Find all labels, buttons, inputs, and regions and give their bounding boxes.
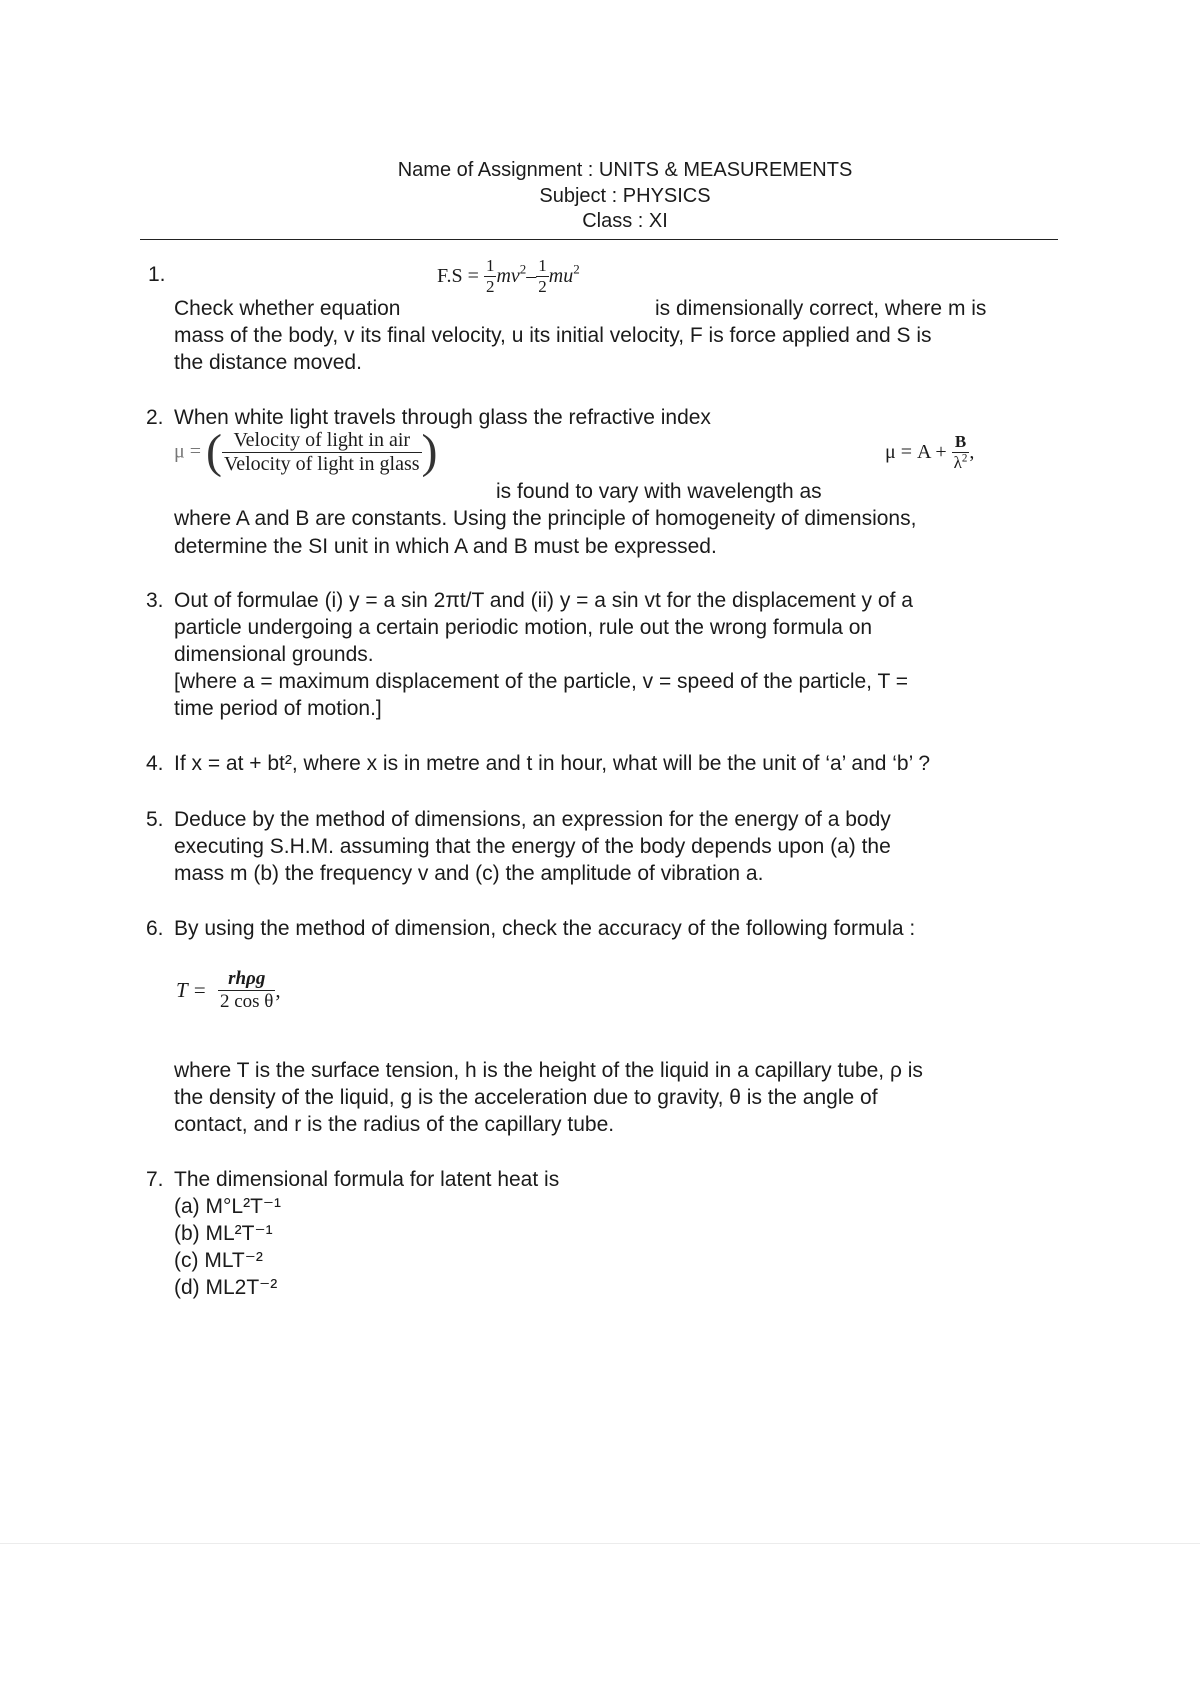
q2-mu-fraction — [222, 429, 422, 476]
q5-number: 5. — [146, 808, 164, 831]
q2-eq2-den — [952, 453, 970, 473]
q1-number: 1. — [148, 263, 166, 286]
q1-eq-frac2 — [536, 256, 549, 297]
q7-option-d: (d) ML2T⁻² — [174, 1276, 278, 1299]
q3-line1: Out of formulae (i) y = a sin 2πt/T and (ii) y = a sin vt for the displacement y of a — [174, 589, 913, 612]
q2-eq2-frac — [952, 432, 970, 473]
q6-line2: where T is the surface tension, h is the height of the liquid in a capillary tube, ρ is — [174, 1059, 923, 1082]
q3-line4: [where a = maximum displacement of the particle, v = speed of the particle, T = — [174, 670, 909, 693]
q1-eq-frac2-den: 2 — [538, 277, 547, 296]
q1-eq-term2: mu — [548, 265, 574, 287]
q1-eq-minus: – — [526, 265, 537, 287]
q2-frac-num: Velocity of light in air — [222, 429, 422, 453]
q7-option-a: (a) M°L²T⁻¹ — [174, 1195, 281, 1218]
q6-line4: contact, and r is the radius of the capillary tube. — [174, 1113, 615, 1136]
q1-text-c: mass of the body, v its final velocity, u its initial velocity, F is force applied and S is — [174, 324, 932, 347]
q6-eq-comma: , — [275, 978, 281, 1002]
q2-text-b: is found to vary with wavelength as — [496, 480, 822, 503]
assignment-name: Name of Assignment : UNITS & MEASUREMENTS — [397, 159, 853, 181]
q5-line3: mass m (b) the frequency v and (c) the amplitude of vibration a. — [174, 862, 764, 885]
q7-number: 7. — [146, 1168, 164, 1191]
q1-equation — [437, 256, 580, 297]
q6-line1: By using the method of dimension, check the accuracy of the following formula : — [174, 917, 916, 940]
q5-line2: executing S.H.M. assuming that the energy of the body depends upon (a) the — [174, 835, 891, 858]
q2-right-paren: ) — [421, 425, 438, 478]
q1-text-d: the distance moved. — [174, 351, 362, 374]
q2-number: 2. — [146, 406, 164, 429]
q3-line5: time period of motion.] — [174, 697, 382, 720]
q6-line3: the density of the liquid, g is the acceleration due to gravity, θ is the angle of — [174, 1086, 878, 1109]
q6-eq-num: rhρg — [218, 968, 275, 991]
q1-eq-frac1-den: 2 — [485, 277, 495, 296]
q2-eq2-num: B — [952, 432, 970, 453]
q7-option-b: (b) ML²T⁻¹ — [174, 1222, 273, 1245]
q3-line2: particle undergoing a certain periodic motion, rule out the wrong formula on — [174, 616, 873, 639]
q2-eq2-exp: 2 — [961, 452, 968, 465]
q1-text-b: is dimensionally correct, where m is — [655, 297, 987, 320]
q6-eq-lhs: T = — [176, 978, 207, 1002]
q1-eq-sq2: 2 — [573, 261, 580, 277]
q2-mu-lhs: μ = — [174, 440, 202, 463]
class-line: Class : XI — [582, 210, 668, 232]
q2-text-d: determine the SI unit in which A and B must be expressed. — [174, 535, 717, 558]
q1-eq-frac1 — [484, 256, 497, 297]
q3-number: 3. — [146, 589, 164, 612]
q2-wavelength-equation — [885, 432, 974, 473]
q3-line3: dimensional grounds. — [174, 643, 374, 666]
q2-eq2-lambda: λ — [953, 453, 962, 472]
q2-text-c: where A and B are constants. Using the principle of homogeneity of dimensions, — [174, 507, 917, 530]
q2-eq2-lhs: μ = A + — [885, 441, 947, 463]
header-divider — [140, 239, 1058, 240]
q1-text-a: Check whether equation — [174, 297, 401, 320]
q7-line1: The dimensional formula for latent heat is — [174, 1168, 560, 1191]
q1-eq-term1: mv — [496, 265, 520, 287]
q4-line1: If x = at + bt², where x is in metre and t in hour, what will be the unit of ‘a’ and ‘b’ ? — [174, 752, 931, 775]
q2-text-a: When white light travels through glass the refractive index — [174, 406, 711, 429]
q1-eq-frac2-num: 1 — [538, 256, 547, 275]
q6-eq-den: 2 cos θ — [219, 991, 274, 1012]
q1-eq-sq1: 2 — [519, 261, 527, 277]
q6-number: 6. — [146, 917, 164, 940]
q2-frac-den: Velocity of light in glass — [224, 452, 420, 475]
q2-left-paren: ( — [206, 425, 222, 478]
q6-equation — [176, 968, 281, 1013]
q1-eq-frac1-num: 1 — [485, 256, 495, 275]
q4-number: 4. — [146, 752, 164, 775]
q2-eq2-comma: , — [969, 441, 975, 463]
q6-eq-frac — [218, 968, 275, 1013]
q2-mu-equation — [174, 425, 438, 478]
page-bottom-edge — [0, 1543, 1200, 1544]
subject-line: Subject : PHYSICS — [539, 185, 711, 207]
q7-option-c: (c) MLT⁻² — [174, 1249, 263, 1272]
q5-line1: Deduce by the method of dimensions, an expression for the energy of a body — [174, 808, 891, 831]
q1-eq-lhs: F.S = — [437, 265, 479, 287]
